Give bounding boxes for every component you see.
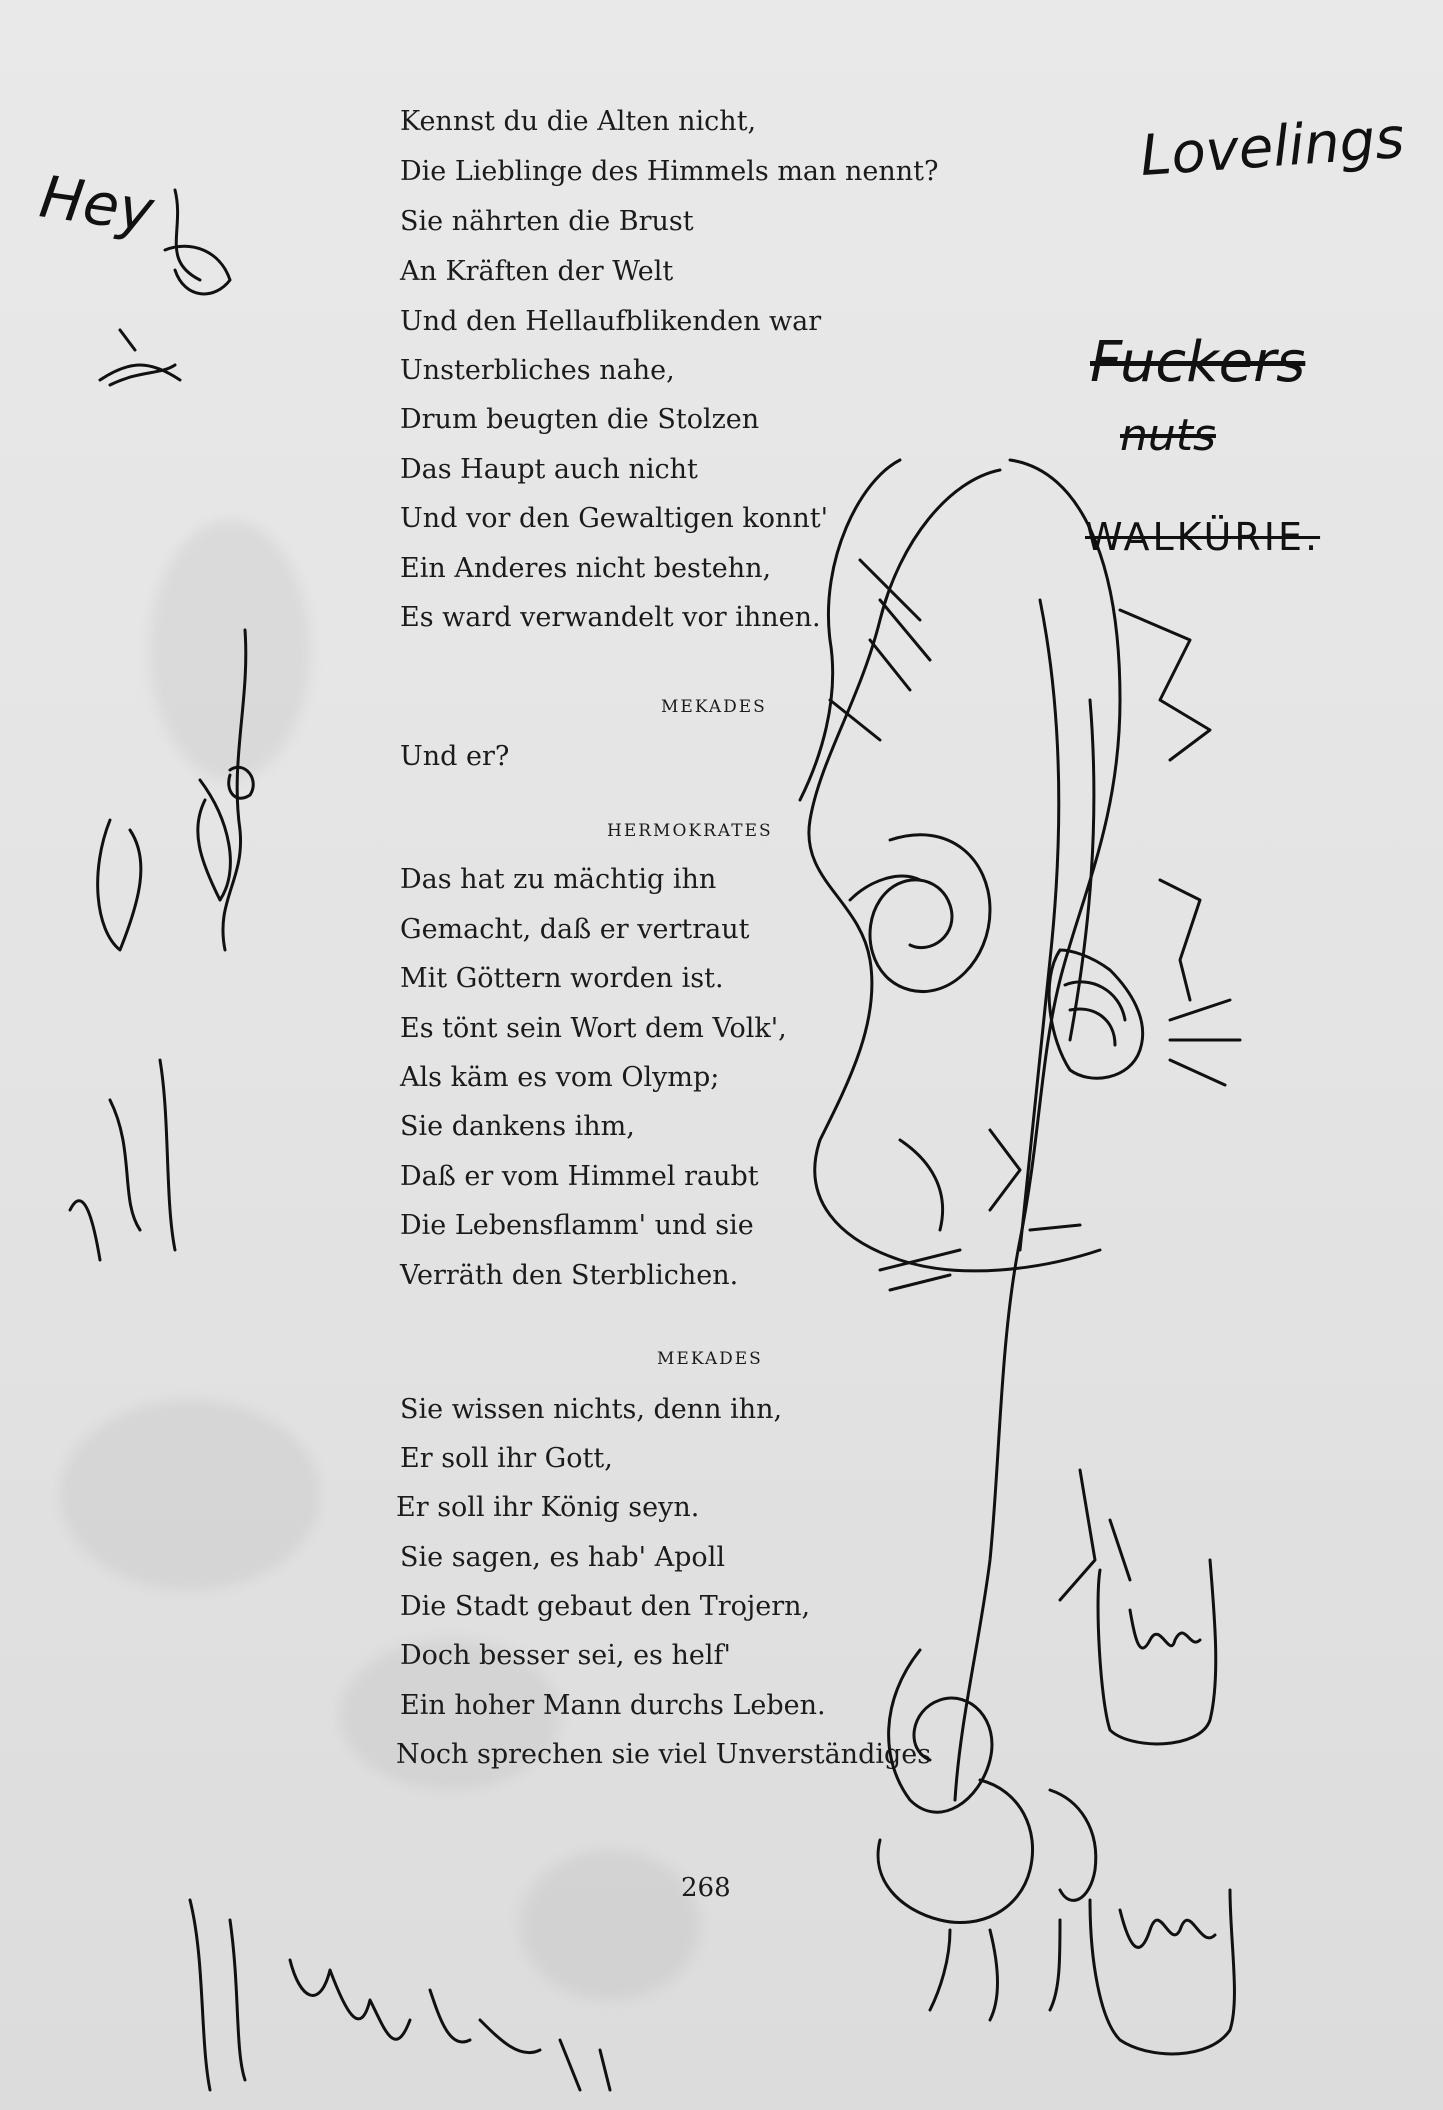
scribble-mark bbox=[229, 767, 254, 798]
verse-line: Und vor den Gewaltigen konnt' bbox=[400, 503, 829, 534]
sketch-stroke bbox=[880, 1225, 1080, 1290]
verse-line: Ein hoher Mann durchs Leben. bbox=[400, 1690, 826, 1721]
sketch-stroke bbox=[1070, 700, 1094, 1040]
verse-line: Doch besser sei, es helf' bbox=[400, 1640, 731, 1671]
verse-line: Und er? bbox=[400, 741, 510, 772]
verse-line: Unsterbliches nahe, bbox=[400, 355, 675, 386]
verse-line: Ein Anderes nicht bestehn, bbox=[400, 553, 772, 584]
scribble-mark bbox=[70, 1060, 175, 1260]
sketch-stroke bbox=[1170, 1000, 1240, 1085]
verse-line: Die Lebensflamm' und sie bbox=[400, 1210, 754, 1241]
signature-stroke bbox=[190, 1900, 410, 2090]
speaker-name: HERMOKRATES bbox=[607, 821, 773, 841]
verse-line: Daß er vom Himmel raubt bbox=[400, 1161, 759, 1192]
verse-line: Es ward verwandelt vor ihnen. bbox=[400, 602, 821, 633]
verse-line: Sie sagen, es hab' Apoll bbox=[400, 1542, 725, 1573]
scribble-mark bbox=[100, 330, 180, 385]
speaker-name: MEKADES bbox=[657, 1349, 763, 1369]
verse-line: Drum beugten die Stolzen bbox=[400, 404, 760, 435]
sketch-stroke bbox=[830, 560, 930, 740]
verse-line: Sie wissen nichts, denn ihn, bbox=[400, 1394, 783, 1425]
verse-line: Als käm es vom Olymp; bbox=[400, 1062, 720, 1093]
verse-line: Verräth den Sterblichen. bbox=[400, 1260, 739, 1291]
scribble-mark bbox=[98, 780, 231, 950]
sketch-stroke bbox=[1050, 1790, 1096, 1900]
verse-line: Die Stadt gebaut den Trojern, bbox=[400, 1591, 811, 1622]
page-number: 268 bbox=[681, 1873, 731, 1903]
verse-line: Es tönt sein Wort dem Volk', bbox=[400, 1013, 787, 1044]
verse-line: Kennst du die Alten nicht, bbox=[400, 106, 757, 137]
sketch-stroke bbox=[870, 835, 990, 992]
sketch-stroke bbox=[1120, 610, 1210, 760]
sketch-stroke bbox=[930, 1920, 1060, 2020]
sketch-stroke bbox=[955, 460, 1120, 1800]
sketch-stroke bbox=[889, 1650, 992, 1812]
scribble-mark bbox=[223, 630, 246, 950]
verse-line: Die Lieblinge des Himmels man nennt? bbox=[400, 156, 939, 187]
verse-line: Das hat zu mächtig ihn bbox=[400, 864, 717, 895]
sketch-stroke bbox=[900, 1130, 1020, 1230]
verse-line: An Kräften der Welt bbox=[400, 256, 674, 287]
handwritten-lovelings: Lovelings bbox=[1138, 105, 1407, 190]
verse-line: Sie dankens ihm, bbox=[400, 1111, 635, 1142]
scribble-mark bbox=[165, 190, 230, 294]
speaker-name: MEKADES bbox=[661, 697, 767, 717]
signature-stroke bbox=[430, 1990, 610, 2090]
verse-line: Er soll ihr Gott, bbox=[400, 1443, 613, 1474]
handwritten-hey: Hey bbox=[35, 162, 158, 246]
verse-line: Mit Göttern worden ist. bbox=[400, 963, 724, 994]
verse-line: Gemacht, daß er vertraut bbox=[400, 914, 750, 945]
verse-line: Sie nährten die Brust bbox=[400, 206, 694, 237]
verse-line: Das Haupt auch nicht bbox=[400, 454, 698, 485]
sketch-stroke bbox=[1120, 1910, 1215, 1947]
sketch-stroke bbox=[800, 460, 900, 800]
sketch-stroke bbox=[1098, 1560, 1216, 1744]
sketch-stroke bbox=[1160, 880, 1200, 1000]
verse-line: Er soll ihr König seyn. bbox=[396, 1492, 700, 1523]
sketch-stroke bbox=[1130, 1610, 1200, 1648]
sketch-stroke bbox=[1020, 600, 1059, 1250]
handwritten-fuckers: Fuckers bbox=[1090, 330, 1306, 395]
verse-line: Noch sprechen sie viel Unverständiges bbox=[396, 1739, 932, 1770]
handwritten-nuts: nuts bbox=[1120, 410, 1216, 461]
handwritten-walkurie: WALKÜRIE. bbox=[1085, 515, 1321, 559]
verse-line: Und den Hellaufblikenden war bbox=[400, 306, 822, 337]
sketch-stroke bbox=[1090, 1890, 1234, 2054]
sketch-stroke bbox=[1060, 1470, 1130, 1600]
